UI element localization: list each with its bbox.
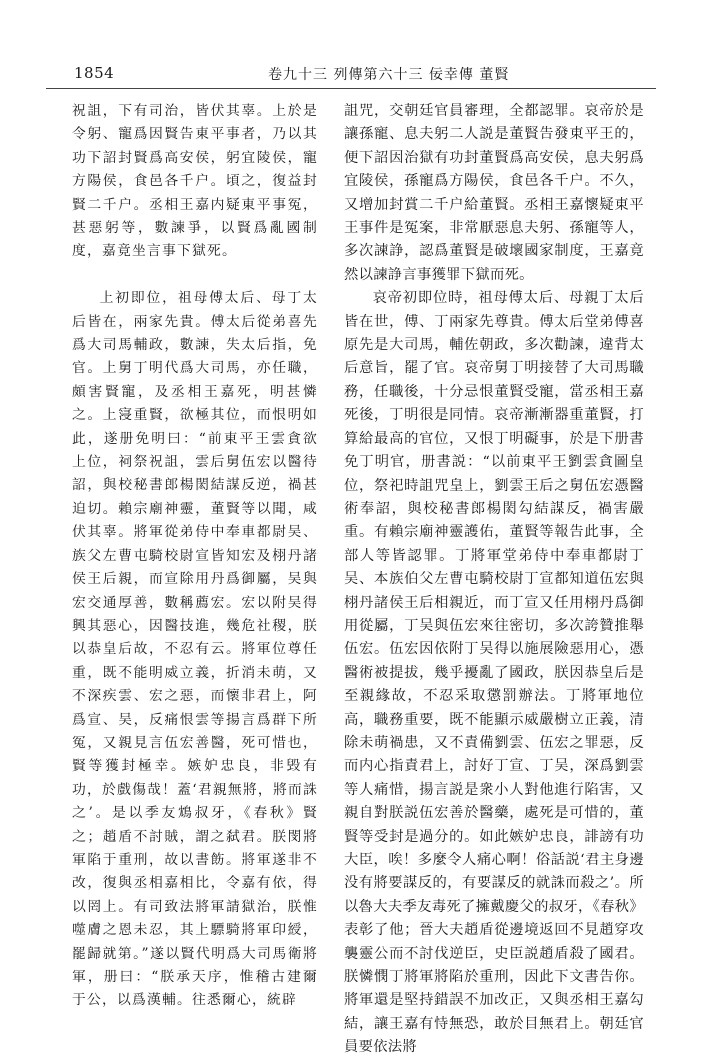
right-paragraph-2: 哀帝初即位時，祖母傅太后、母親丁太后皆在世，傅、丁兩家先尊貴。傅太后堂弟傅喜原先是大司馬，輔佐朝政，多次勸諫，違背太后意旨，罷了官。哀帝舅丁明接替了大司馬職務，任職後，十分忌恨董賢受寵，當丞相王嘉死後，丁明很是同情。哀帝漸漸器重董賢，打算給最高的官位，又恨丁明礙事，於是下册書免丁明官，册書説：“以前東平王劉雲貪圖皇位，祭祀時詛咒皇上，劉雲王后之舅伍宏憑醫術奉詔，與校秘書郎楊閎勾結謀反，禍害嚴重。有賴宗廟神靈護佑，董賢等報告此事，全部人等皆認罪。丁將軍堂弟侍中奉車都尉丁吴、本族伯父左曹屯騎校尉丁宣都知道伍宏與栩丹諸侯王后相親近，而丁宣又任用栩丹爲御用從屬，丁吴與伍宏來往密切，多次誇贊推舉伍宏。伍宏因依附丁吴得以施展險惡用心，憑醫術被提拔，幾乎擾亂了國政，朕因恭皇后是至親緣故，不忍采取懲罰辦法。丁將軍地位高，職務重要，既不能顯示威嚴樹立正義，清除未萌禍患，又不責備劉雲、伍宏之罪惡，反而内心指責君上，討好丁宣、丁吴，深爲劉雲等人痛惜，揚言説是衆小人對他進行陷害，又親自對朕説伍宏善於醫藥，處死是可惜的，董賢等受封是過分的。如此嫉妒忠良，誹謗有功大臣，唉！多麼令人痛心啊！俗話説‘君主身邊没有將要謀反的，有要謀反的就誅而殺之’。所以魯大夫季友毒死了擁戴慶父的叔牙，《春秋》表彰了他；晉大夫趙盾從邊境返回不見趙穿攻襲靈公而不討伐逆臣，史臣説趙盾殺了國君。朕憐憫丁將軍將陷於重刑，因此下文書告你。將軍還是堅持錯誤不加改正，又與丞相王嘉勾結，讓王嘉有恃無恐，敢於目無君上。朝廷官員要依法將 — [344, 290, 644, 1056]
paragraph-gap — [72, 264, 318, 287]
right-paragraph-1: 詛咒，交朝廷官員審理，全都認罪。哀帝於是讓孫寵、息夫躬二人説是董賢告發東平王的，便下詔因治獄有功封董賢爲高安侯，息夫躬爲宜陵侯，孫寵爲方陽侯，食邑各千户。不久，又增加封賞二千户給董賢。丞相王嘉懷疑東平王事件是冤案，非常厭惡息夫躬、孫寵等人，多次諫諍，認爲董賢是破壞國家制度，王嘉竟然以諫諍言事獲罪下獄而死。 — [344, 103, 644, 283]
header-rule — [46, 88, 656, 89]
running-head: 卷九十三 列傳第六十三 佞幸傳 董賢 — [268, 67, 510, 83]
left-column-classical-text — [72, 100, 318, 1013]
right-column-modern-translation — [344, 100, 644, 1060]
left-paragraph-1: 祝詛，下有司治，皆伏其辜。上於是令躬、寵爲因賢告東平事者，乃以其功下詔封賢爲高安侯，躬宜陵侯，寵方陽侯，食邑各千户。頃之，復益封賢二千户。丞相王嘉内疑東平事冤，甚惡躬等，數諫爭，以賢爲亂國制度，嘉竟坐言事下獄死。 — [72, 103, 318, 260]
page-header — [28, 60, 688, 86]
left-paragraph-2: 上初即位，祖母傅太后、母丁太后皆在，兩家先貴。傅太后從弟喜先爲大司馬輔政，數諫，失太后指，免官。上舅丁明代爲大司馬，亦任職，頗害賢寵，及丞相王嘉死，明甚憐之。上寖重賢，欲極其位，而恨明如此，遂册免明曰：“前東平王雲貪欲上位，祠祭祝詛，雲后舅伍宏以醫待詔，與校秘書郎楊閎結謀反逆，禍甚迫切。賴宗廟神靈，董賢等以聞，咸伏其辜。將軍從弟侍中奉車都尉吴、族父左曹屯騎校尉宣皆知宏及栩丹諸侯王后親，而宣除用丹爲御屬，吴與宏交通厚善，數稱薦宏。宏以附吴得興其惡心，因醫技進，幾危社稷，朕以恭皇后故，不忍有云。將軍位尊任重，既不能明威立義，折消未萌，又不深疾雲、宏之惡，而懷非君上，阿爲宣、吴，反痛恨雲等揚言爲群下所冤，又親見言伍宏善醫，死可惜也，賢等獲封極幸。嫉妒忠良，非毁有功，於戲傷哉！蓋‘君親無將，將而誅之’。是以季友鴆叔牙，《春秋》賢之；趙盾不討賊，謂之弑君。朕閔將軍陷于重刑，故以書飭。將軍遂非不改，復與丞相嘉相比，令嘉有依，得以罔上。有司致法將軍請獄治，朕惟噬膚之恩未忍，其上驃騎將軍印綬，罷歸就第。”遂以賢代明爲大司馬衛將軍，册曰：“朕承天序，惟稽古建爾于公，以爲漢輔。往悉爾心，統辟 — [72, 290, 318, 1009]
page-number: 1854 — [74, 64, 115, 82]
